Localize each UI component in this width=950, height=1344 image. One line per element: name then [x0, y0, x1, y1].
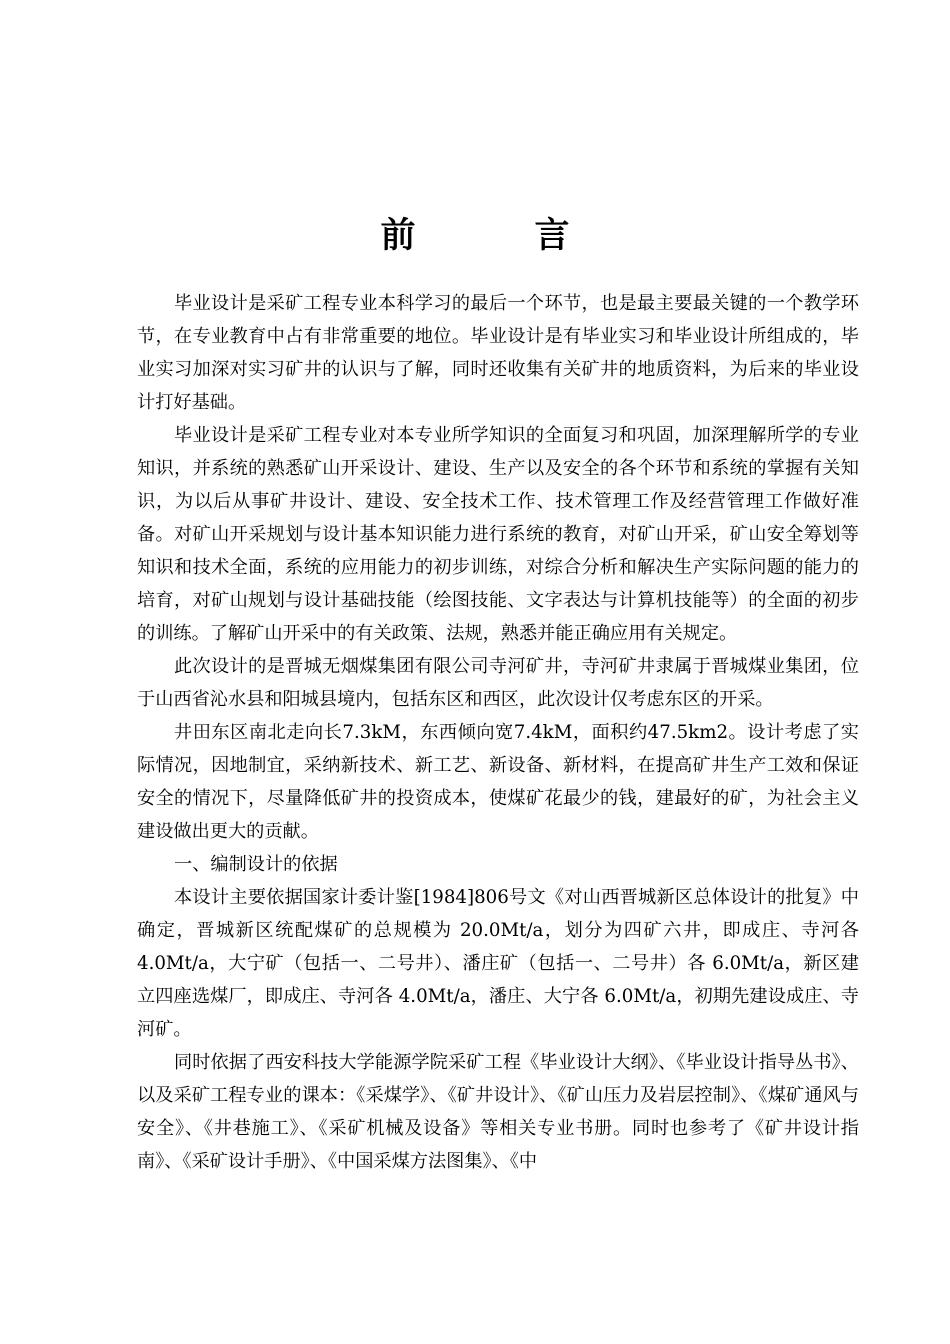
paragraph-significance: 毕业设计是采矿工程专业对本专业所学知识的全面复习和巩固，加深理解所学的专业知识，并系统的熟悉矿山开采设计、建设、生产以及安全的各个环节和系统的掌握有关知识，为以后从事矿井设计、建设、安全技术工作、技术管理工作及经营管理工作做好准备。对矿山开采规划与设计基本知识能力进行系统的教育，对矿山开采，矿山安全筹划等知识和技术全面，系统的应用能力的初步训练，对综合分析和解决生产实际问题的能力的培育，对矿山规划与设计基础技能（绘图技能、文字表达与计算机技能等）的全面的初步的训练。了解矿山开采中的有关政策、法规，熟悉并能正确应用有关规定。: [137, 425, 859, 644]
paragraph-field-area: 井田东区南北走向长7.3kM，东西倾向宽7.4kM，面积约47.5km2。设计考虑了实际情况，因地制宜，采纳新技术、新工艺、新设备、新材料，在提高矿井生产工效和保证安全的情况下，尽量降低矿井的投资成本，使煤矿花最少的钱，建最好的矿，为社会主义建设做出更大的贡献。: [137, 722, 859, 842]
paragraph-purpose: 毕业设计是采矿工程专业本科学习的最后一个环节，也是最主要最关键的一个教学环节，在专业教育中占有非常重要的地位。毕业设计是有毕业实习和毕业设计所组成的，毕业实习加深对实习矿井的认识与了解，同时还收集有关矿井的地质资料，为后来的毕业设计打好基础。: [137, 293, 859, 413]
page-title: 前 言: [380, 215, 612, 256]
paragraph-basis: 本设计主要依据国家计委计鉴[1984]806号文《对山西晋城新区总体设计的批复》中确定，晋城新区统配煤矿的总规模为 20.0Mt/a，划分为四矿六井，即成庄、寺河各4.0Mt/a，大宁矿（包括一、二号井）、潘庄矿（包括一、二号井）各 6.0Mt/a，新区建立四座选煤厂，即成庄、寺河各 4.0Mt/a，潘庄、大宁各 6.0Mt/a，初期先建设成庄、寺河矿。: [137, 887, 859, 1040]
section-heading-basis: 一、编制设计的依据: [174, 854, 338, 875]
body-text: [137, 287, 859, 1178]
paragraph-references: 同时依据了西安科技大学能源学院采矿工程《毕业设计大纲》、《毕业设计指导丛书》、以及采矿工程专业的课本：《采煤学》、《矿井设计》、《矿山压力及岩层控制》、《煤矿通风与安全》、《井巷施工》、《采矿机械及设备》等相关专业书册。同时也参考了《矿井设计指南》、《采矿设计手册》、《中国采煤方法图集》、《中: [137, 1052, 859, 1172]
paragraph-mine-location: 此次设计的是晋城无烟煤集团有限公司寺河矿井，寺河矿井隶属于晋城煤业集团，位于山西省沁水县和阳城县境内，包括东区和西区，此次设计仅考虑东区的开采。: [137, 656, 859, 710]
